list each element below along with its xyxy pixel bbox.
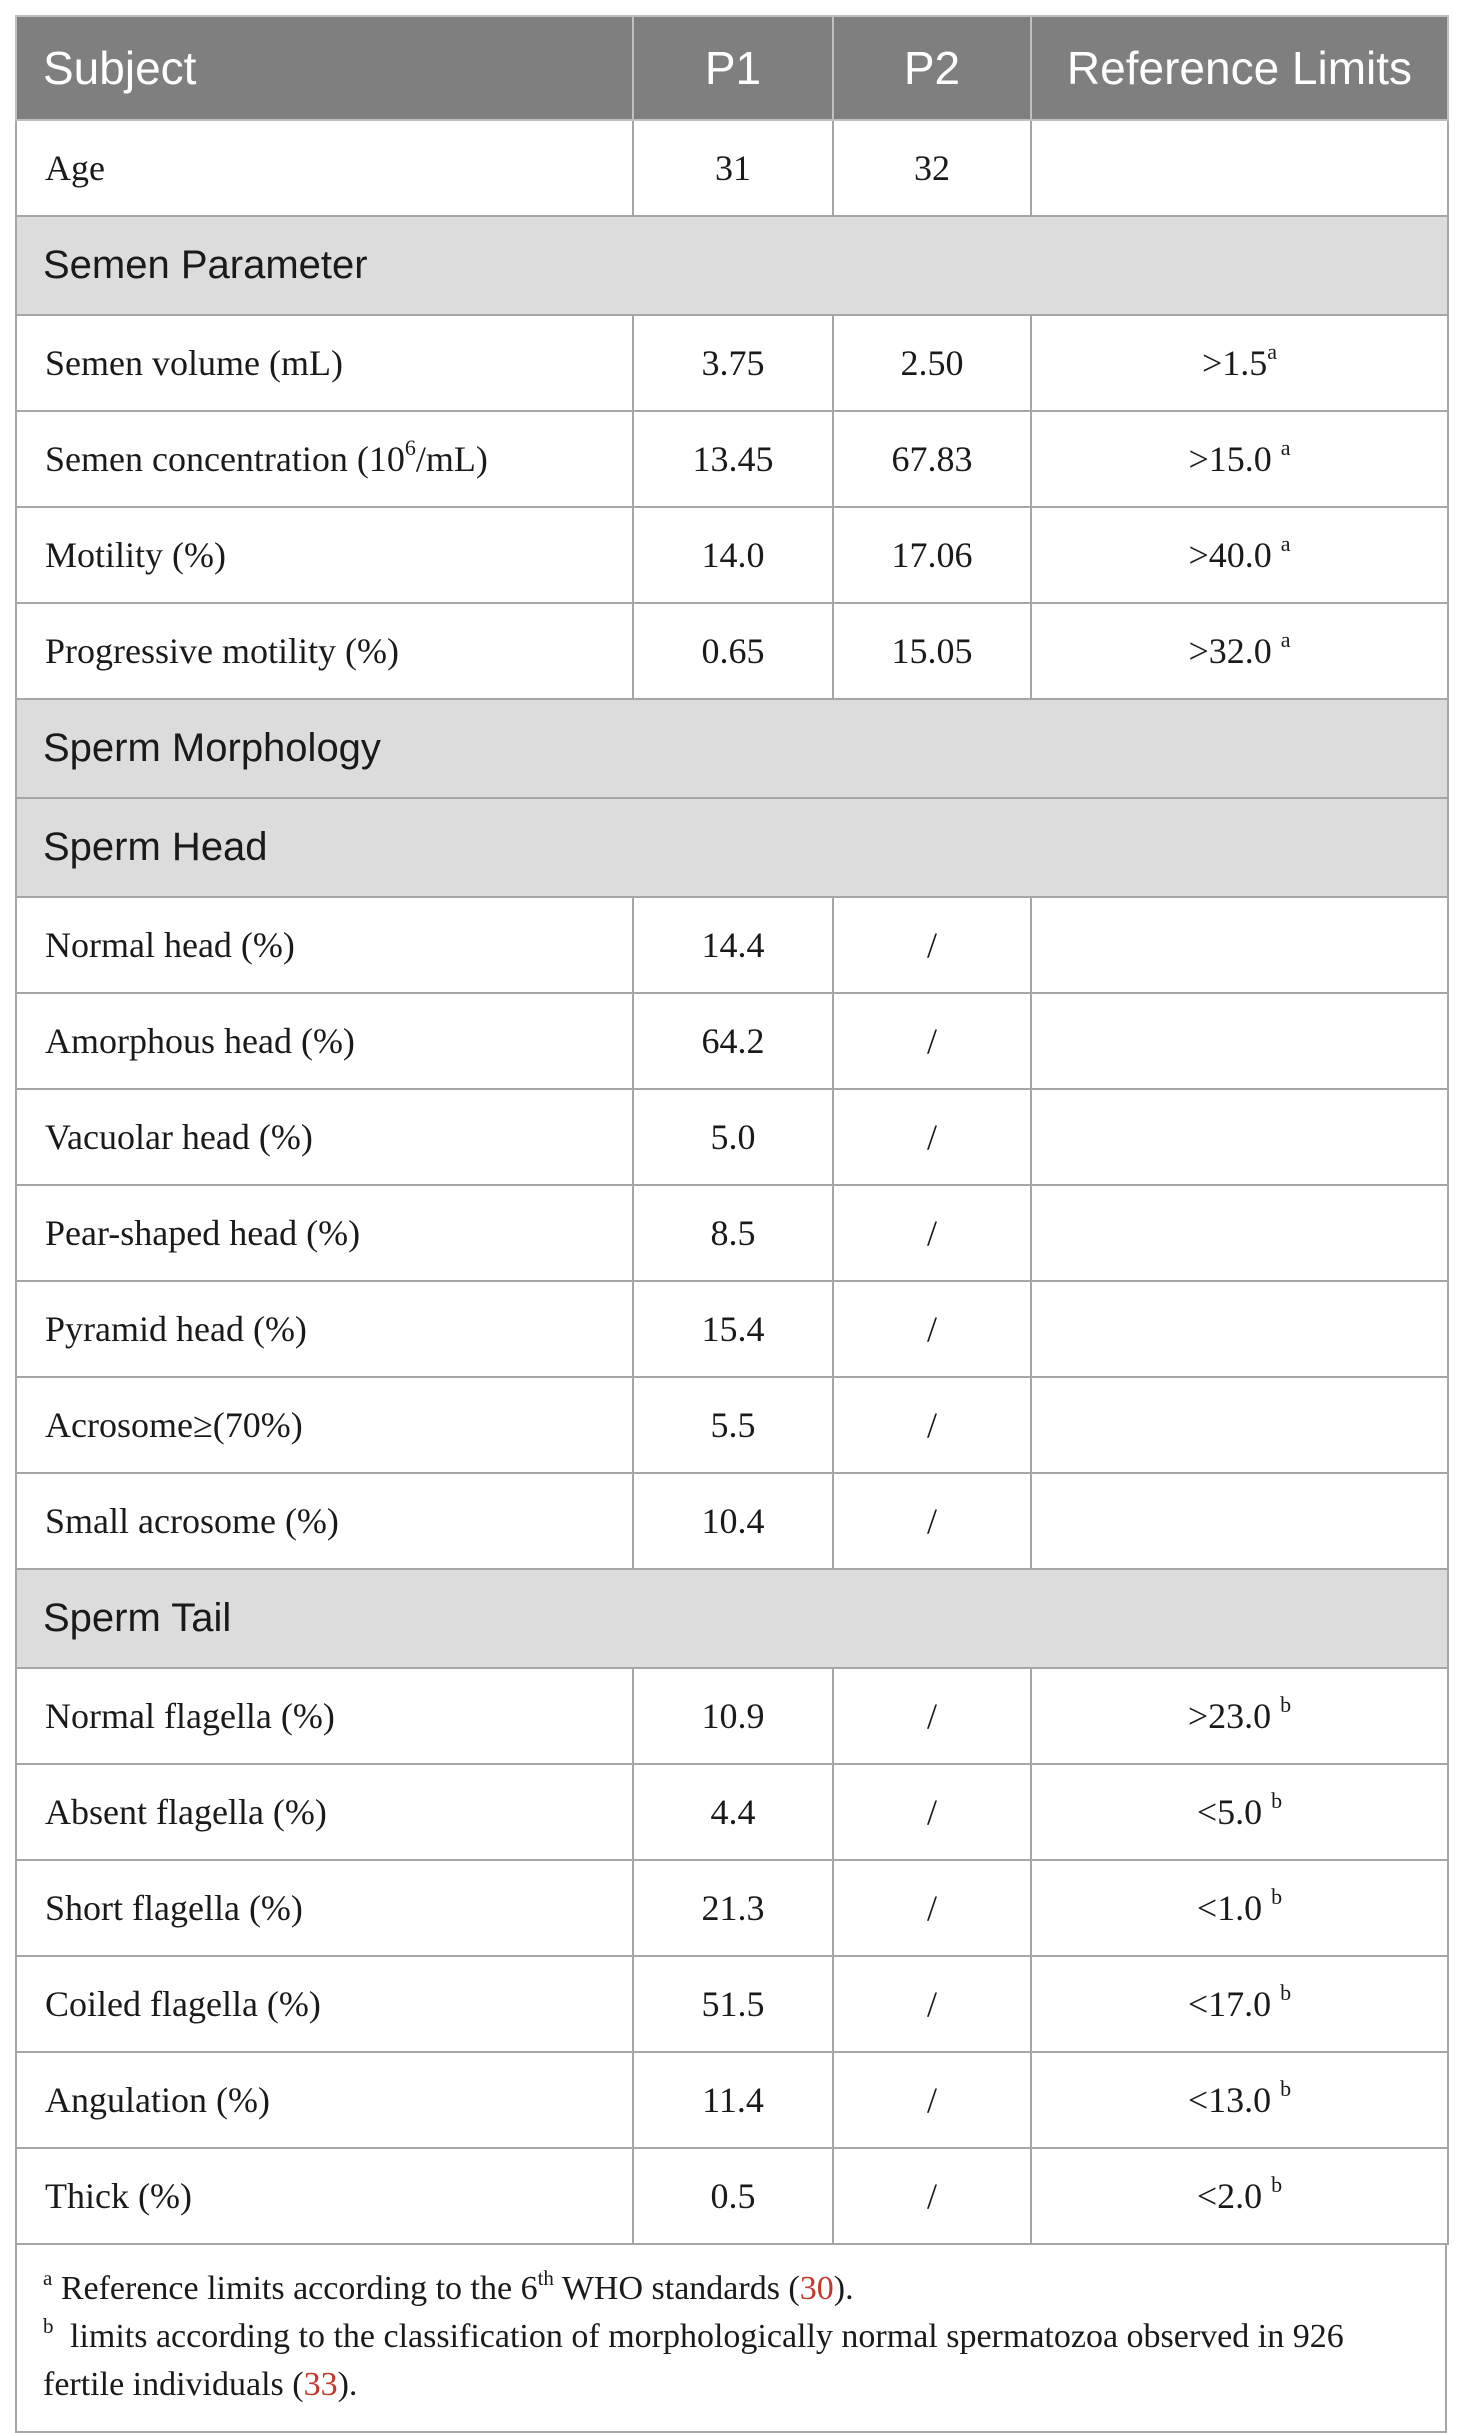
p2-value: / (833, 1089, 1031, 1185)
p2-value: / (833, 1860, 1031, 1956)
p2-value: / (833, 897, 1031, 993)
table-row (16, 1956, 1448, 2052)
section-label: Sperm Morphology (16, 699, 1448, 798)
reference-limit (1031, 1185, 1448, 1281)
header-subject: Subject (16, 16, 633, 120)
table-row (16, 1185, 1448, 1281)
reference-limit (1031, 120, 1448, 216)
row-label: Short flagella (%) (16, 1860, 633, 1956)
p2-value: 67.83 (833, 411, 1031, 507)
reference-limit-value: <17.0 (1187, 1984, 1281, 2024)
row-label: Pyramid head (%) (16, 1281, 633, 1377)
p2-value: / (833, 1377, 1031, 1473)
row-label: Coiled flagella (%) (16, 1956, 633, 2052)
table-row (16, 1281, 1448, 1377)
section-row (16, 798, 1448, 897)
row-label: Normal head (%) (16, 897, 633, 993)
footnote-a (43, 2265, 1419, 2313)
citation-link-30[interactable]: 30 (799, 2270, 834, 2307)
p2-value: / (833, 993, 1031, 1089)
reference-limit-footnote-mark: b (1271, 2172, 1283, 2197)
table-body (16, 120, 1448, 2244)
reference-limit-value: >32.0 (1188, 631, 1281, 671)
reference-limit (1031, 1377, 1448, 1473)
row-label: Thick (%) (16, 2148, 633, 2244)
row-label: Progressive motility (%) (16, 603, 633, 699)
p2-value: 17.06 (833, 507, 1031, 603)
table-row (16, 507, 1448, 603)
section-row (16, 699, 1448, 798)
p2-value: / (833, 1281, 1031, 1377)
p1-value: 64.2 (633, 993, 833, 1089)
reference-limit (1031, 1956, 1448, 2052)
table-footnotes (15, 2245, 1447, 2433)
p1-value: 13.45 (633, 411, 833, 507)
reference-limit (1031, 1860, 1448, 1956)
footnote-a-mark: a (43, 2266, 53, 2290)
section-row (16, 1569, 1448, 1668)
reference-limit (1031, 603, 1448, 699)
reference-limit-footnote-mark: a (1267, 339, 1278, 364)
table-row (16, 1473, 1448, 1569)
reference-limit-value: <5.0 (1196, 1792, 1272, 1832)
reference-limit-value: >15.0 (1188, 439, 1281, 479)
p2-value: / (833, 1473, 1031, 1569)
p1-value: 31 (633, 120, 833, 216)
reference-limit-footnote-mark: b (1280, 2076, 1292, 2101)
table-row (16, 1860, 1448, 1956)
row-label: Vacuolar head (%) (16, 1089, 633, 1185)
p2-value: / (833, 1668, 1031, 1764)
reference-limit-value: >1.5 (1201, 343, 1268, 383)
row-label: Pear-shaped head (%) (16, 1185, 633, 1281)
p2-value: / (833, 1764, 1031, 1860)
p1-value: 10.9 (633, 1668, 833, 1764)
reference-limit-footnote-mark: b (1271, 1884, 1283, 1909)
table-row (16, 2148, 1448, 2244)
reference-limit (1031, 1668, 1448, 1764)
p1-value: 5.5 (633, 1377, 833, 1473)
p2-value: 15.05 (833, 603, 1031, 699)
footnote-a-text-pre: Reference limits according to the 6 (60, 2270, 538, 2307)
row-label: Angulation (%) (16, 2052, 633, 2148)
reference-limit (1031, 1764, 1448, 1860)
footnote-b (43, 2313, 1419, 2409)
reference-limit-value: <13.0 (1187, 2080, 1281, 2120)
table-row (16, 1377, 1448, 1473)
reference-limit-footnote-mark: a (1280, 531, 1291, 556)
footnote-a-text-mid: WHO standards ( (553, 2270, 800, 2307)
p1-value: 8.5 (633, 1185, 833, 1281)
row-label: Acrosome≥(70%) (16, 1377, 633, 1473)
reference-limit-footnote-mark: a (1280, 627, 1291, 652)
reference-limit-value: <1.0 (1196, 1888, 1272, 1928)
p2-value: / (833, 2148, 1031, 2244)
reference-limit (1031, 993, 1448, 1089)
header-p1: P1 (633, 16, 833, 120)
reference-limit-footnote-mark: b (1271, 1788, 1283, 1813)
table-row (16, 315, 1448, 411)
reference-limit (1031, 411, 1448, 507)
table-row (16, 2052, 1448, 2148)
reference-limit-value: >40.0 (1188, 535, 1281, 575)
row-label: Normal flagella (%) (16, 1668, 633, 1764)
p1-value: 11.4 (633, 2052, 833, 2148)
reference-limit (1031, 897, 1448, 993)
footnote-a-text-post: ). (833, 2270, 854, 2307)
row-label: Motility (%) (16, 507, 633, 603)
p1-value: 14.0 (633, 507, 833, 603)
table-row (16, 120, 1448, 216)
row-label: Absent flagella (%) (16, 1764, 633, 1860)
p1-value: 4.4 (633, 1764, 833, 1860)
p2-value: 32 (833, 120, 1031, 216)
p1-value: 21.3 (633, 1860, 833, 1956)
p1-value: 0.65 (633, 603, 833, 699)
results-table-container (15, 15, 1447, 2433)
section-row (16, 216, 1448, 315)
reference-limit (1031, 2052, 1448, 2148)
footnote-b-mark: b (43, 2314, 54, 2338)
header-p2: P2 (833, 16, 1031, 120)
row-label-post: /mL) (415, 439, 488, 479)
row-label: Amorphous head (%) (16, 993, 633, 1089)
table-row (16, 897, 1448, 993)
p2-value: 2.50 (833, 315, 1031, 411)
p1-value: 14.4 (633, 897, 833, 993)
table-row (16, 411, 1448, 507)
row-label-pre: Semen concentration (10 (45, 439, 405, 479)
reference-limit (1031, 2148, 1448, 2244)
section-label: Sperm Head (16, 798, 1448, 897)
reference-limit-value: >23.0 (1187, 1696, 1281, 1736)
row-label-superscript: 6 (404, 435, 416, 460)
header-row (16, 16, 1448, 120)
reference-limit-footnote-mark: b (1280, 1692, 1292, 1717)
footnote-b-text-pre: limits according to the classification of morphologically normal spermatozoa observed in 926 fertile individuals ( (43, 2318, 1344, 2403)
p1-value: 5.0 (633, 1089, 833, 1185)
table-header (16, 16, 1448, 120)
p2-value: / (833, 1185, 1031, 1281)
row-label (16, 411, 633, 507)
row-label: Small acrosome (%) (16, 1473, 633, 1569)
footnote-a-ordinal: th (537, 2266, 554, 2290)
p1-value: 0.5 (633, 2148, 833, 2244)
table-row (16, 1089, 1448, 1185)
header-reference-limits: Reference Limits (1031, 16, 1448, 120)
reference-limit-footnote-mark: b (1280, 1980, 1292, 2005)
reference-limit (1031, 1089, 1448, 1185)
semen-parameters-table (15, 15, 1449, 2245)
table-row (16, 603, 1448, 699)
footnote-b-text-post: ). (337, 2366, 358, 2403)
table-row (16, 1668, 1448, 1764)
table-row (16, 1764, 1448, 1860)
table-row (16, 993, 1448, 1089)
reference-limit-value: <2.0 (1196, 2176, 1272, 2216)
citation-link-33[interactable]: 33 (303, 2366, 338, 2403)
reference-limit (1031, 1473, 1448, 1569)
p2-value: / (833, 1956, 1031, 2052)
p1-value: 3.75 (633, 315, 833, 411)
reference-limit-footnote-mark: a (1280, 435, 1291, 460)
section-label: Sperm Tail (16, 1569, 1448, 1668)
p1-value: 15.4 (633, 1281, 833, 1377)
reference-limit (1031, 1281, 1448, 1377)
section-label: Semen Parameter (16, 216, 1448, 315)
p1-value: 51.5 (633, 1956, 833, 2052)
row-label: Semen volume (mL) (16, 315, 633, 411)
row-label: Age (16, 120, 633, 216)
reference-limit (1031, 507, 1448, 603)
p2-value: / (833, 2052, 1031, 2148)
p1-value: 10.4 (633, 1473, 833, 1569)
reference-limit (1031, 315, 1448, 411)
